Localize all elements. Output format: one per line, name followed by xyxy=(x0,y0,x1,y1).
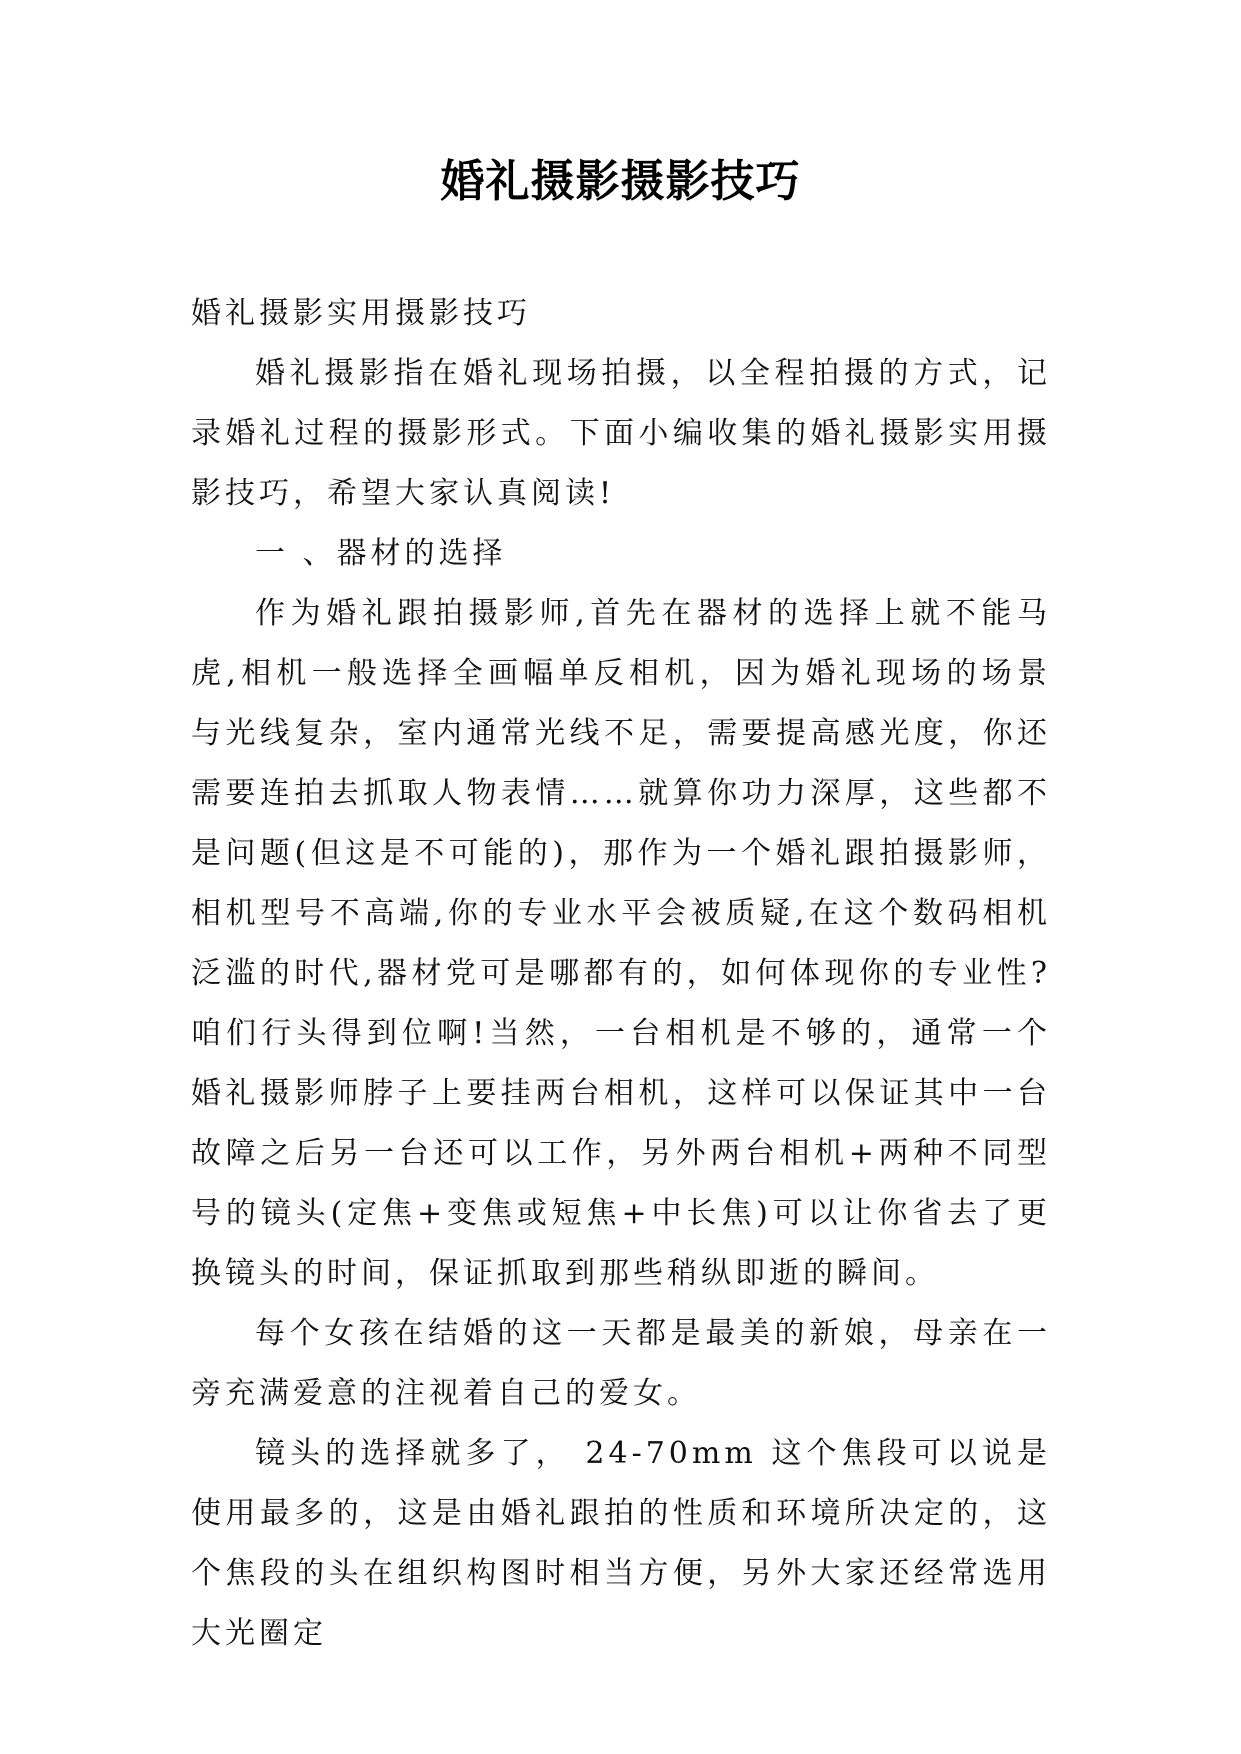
paragraph-lens: 镜头的选择就多了， 24-70mm 这个焦段可以说是使用最多的，这是由婚礼跟拍的性质和环境所决定的，这个焦段的头在组织构图时相当方便，另外大家还经常选用大光圈定 xyxy=(191,1436,1051,1651)
paragraph-equipment: 作为婚礼跟拍摄影师,首先在器材的选择上就不能马虎,相机一般选择全画幅单反相机，因为婚礼现场的场景与光线复杂，室内通常光线不足，需要提高感光度，你还需要连拍去抓取人物表情……就算你功力深厚，这些都不是问题(但这是不可能的)，那作为一个婚礼跟拍摄影师，相机型号不高端,你的专业水平会被质疑,在这个数码相机泛滥的时代,器材党可是哪都有的，如何体现你的专业性?咱们行头得到位啊!当然，一台相机是不够的，通常一个婚礼摄影师脖子上要挂两台相机，这样可以保证其中一台故障之后另一台还可以工作，另外两台相机+两种不同型号的镜头(定焦+变焦或短焦+中长焦)可以让你省去了更换镜头的时间，保证抓取到那些稍纵即逝的瞬间。 xyxy=(191,596,1051,1291)
paragraph-bride: 每个女孩在结婚的这一天都是最美的新娘，母亲在一旁充满爱意的注视着自己的爱女。 xyxy=(191,1316,1051,1411)
document-subtitle: 婚礼摄影实用摄影技巧 xyxy=(191,296,531,331)
document-title: 婚礼摄影摄影技巧 xyxy=(440,156,801,207)
document-body xyxy=(191,284,1051,1664)
paragraph-intro: 婚礼摄影指在婚礼现场拍摄，以全程拍摄的方式，记录婚礼过程的摄影形式。下面小编收集的婚礼摄影实用摄影技巧，希望大家认真阅读! xyxy=(191,356,1051,511)
section-heading-equipment: 一 、器材的选择 xyxy=(255,536,507,571)
